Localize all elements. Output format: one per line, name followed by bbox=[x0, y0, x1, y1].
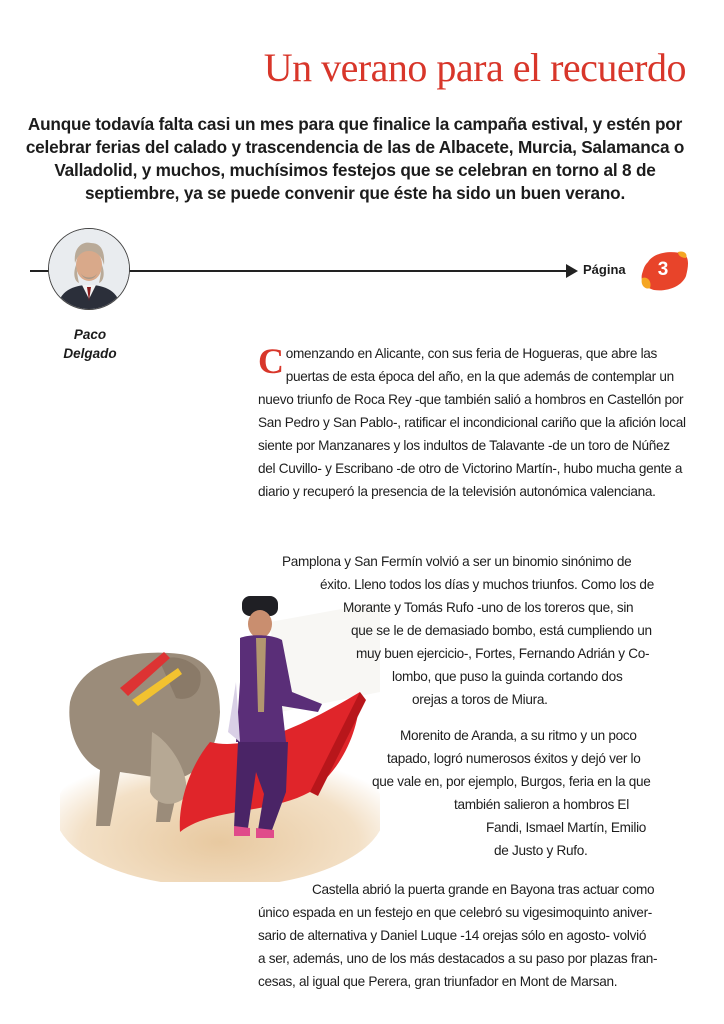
paragraph-4-line: a ser, además, uno de los más destacados a su paso por plazas fran- bbox=[258, 951, 658, 966]
author-first-name: Paco bbox=[73, 327, 107, 342]
paragraph-2-line: Pamplona y San Fermín volvió a ser un binomio sinónimo de bbox=[282, 554, 632, 569]
drop-cap: C bbox=[258, 341, 284, 381]
paragraph-2-line: Morante y Tomás Rufo -uno de los toreros que, sin bbox=[343, 600, 634, 615]
paragraph-3-line: de Justo y Rufo. bbox=[494, 843, 588, 858]
paragraph-3-line: que vale en, por ejemplo, Burgos, feria en la que bbox=[372, 774, 651, 789]
paragraph-3-line: también salieron a hombros El bbox=[454, 797, 629, 812]
paragraph-3-line: Morenito de Aranda, a su ritmo y un poco bbox=[400, 728, 637, 743]
page-label: Página bbox=[583, 262, 626, 277]
paragraph-2-line: orejas a toros de Miura. bbox=[412, 692, 548, 707]
paragraph-2-line: lombo, que puso la guinda cortando dos bbox=[392, 669, 623, 684]
paragraph-3-line: Fandi, Ismael Martín, Emilio bbox=[486, 820, 647, 835]
article-lead: Aunque todavía falta casi un mes para que finalice la campaña estival, y estén por celebrar ferias del calado y trascendencia de las de Albacete, Murcia, Salamanca o Valladolid, y muchos, muchísimos festejos que se celebran en torno al 8 de septiembre, ya se puede convenir que éste ha sido un buen verano. bbox=[25, 114, 685, 203]
paragraph-2-line: éxito. Lleno todos los días y muchos triunfos. Como los de bbox=[320, 577, 654, 592]
paragraph-4-line: sario de alternativa y Daniel Luque -14 orejas sólo en agosto- volvió bbox=[258, 928, 647, 943]
author-portrait-icon bbox=[49, 229, 129, 309]
arrow-icon bbox=[566, 264, 578, 278]
author-name bbox=[50, 325, 130, 363]
article-title: Un verano para el recuerdo bbox=[263, 45, 686, 90]
paragraph-3-line: tapado, logró numerosos éxitos y dejó ver lo bbox=[387, 751, 641, 766]
paragraph-4-line: Castella abrió la puerta grande en Bayona tras actuar como bbox=[312, 882, 655, 897]
paragraph-4-line: único espada en un festejo en que celebró su vigesimoquinto aniver- bbox=[258, 905, 653, 920]
bullfight-photo-icon bbox=[60, 582, 380, 882]
paragraph-2-line: que se le de demasiado bombo, está cumpliendo un bbox=[351, 623, 652, 638]
paragraph-1-text: omenzando en Alicante, con sus feria de Hogueras, que abre las puertas de esta época del año, en la que además de contemplar un nuevo triunfo de Roca Rey -que también salió a hombros en Castellón por San Pedro y San Pablo-, ratificar el incondicional cariño que la afición local siente por Manzanares y los indultos de Talavante -de un toro de Núñez del Cuvillo- y Escribano -de otro de Victorino Martín-, hubo mucha gente a diario y recuperó la presencia de la televisión autonómica valenciana. bbox=[258, 346, 686, 499]
paragraph-1 bbox=[258, 342, 690, 503]
author-last-name: Delgado bbox=[63, 346, 117, 361]
paragraph-4-line: cesas, al igual que Perera, gran triunfador en Mont de Marsan. bbox=[258, 974, 618, 989]
paragraph-2-line: muy buen ejercicio-, Fortes, Fernando Adrián y Co- bbox=[356, 646, 650, 661]
page-number: 3 bbox=[657, 259, 669, 280]
author-avatar bbox=[48, 228, 130, 310]
